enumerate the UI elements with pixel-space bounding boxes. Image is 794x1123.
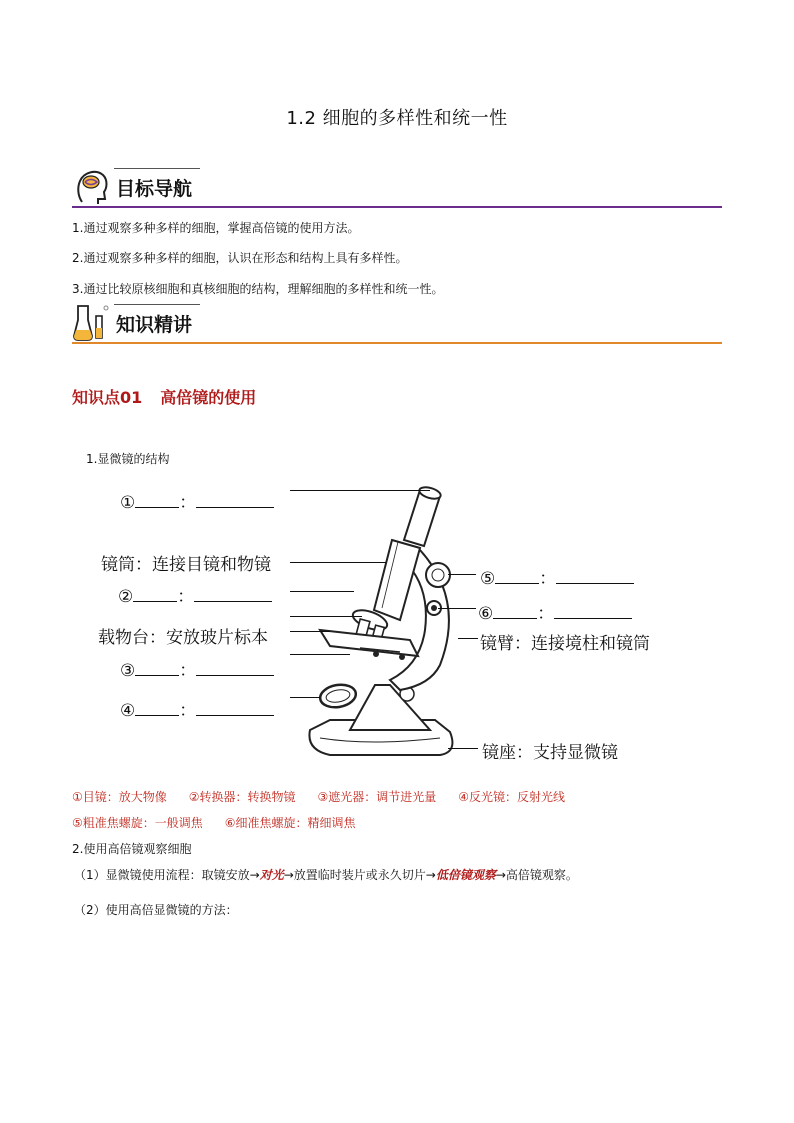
blank-5b[interactable] [556,569,634,584]
microscope-illustration [290,480,470,770]
blank-4a[interactable] [135,701,179,716]
blank-6a[interactable] [493,604,537,619]
label-slot-5 [480,564,634,589]
answer-5: ⑤粗准焦螺旋：一般调焦 [72,816,203,830]
label-slot-2 [118,582,272,607]
flow-mid: →放置临时装片或永久切片→ [283,868,436,882]
leader-line-5 [448,574,476,575]
objective-item-1: 1.通过观察多种多样的细胞，掌握高倍镜的使用方法。 [72,221,360,235]
label-slot-6 [478,599,632,624]
leader-line-3 [290,654,350,655]
leader-line-2 [290,591,354,592]
leader-line-objective [290,616,362,617]
knowledge-point-number: 知识点01 [72,388,143,407]
knowledge-point-name: 高倍镜的使用 [160,388,257,407]
colon-5: ： [539,569,557,589]
section-label-goals: 目标导航 [116,178,193,200]
objective-item-3: 3.通过比较原核细胞和真核细胞的结构，理解细胞的多样性和统一性。 [72,282,444,296]
flow-suffix: →高倍镜观察。 [495,868,578,882]
answers-row-2 [72,814,378,831]
section-header-goals [72,164,722,208]
label-arm: 镜臂：连接境柱和镜筒 [480,634,650,654]
leader-line-stage [290,631,330,632]
colon-1: ： [179,493,197,513]
blank-4b[interactable] [196,701,274,716]
leader-line-4 [290,697,320,698]
label-number-4: ④ [120,701,136,721]
subheading-microscope-structure: 1.显微镜的结构 [86,452,170,466]
header-top-line [114,168,200,169]
label-base: 镜座：支持显微镜 [482,743,618,763]
flask-icon [72,302,112,342]
header-top-line [114,304,200,305]
label-slot-3 [120,656,274,681]
leader-line-arm [458,638,478,639]
blank-1b[interactable] [196,493,274,508]
label-tube: 镜筒：连接目镜和物镜 [101,555,271,575]
label-number-1: ① [120,493,136,513]
objective-item-2: 2.通过观察多种多样的细胞，认识在形态和结构上具有多样性。 [72,251,408,265]
colon-3: ： [179,661,197,681]
usage-flow [74,866,578,883]
section-rule-goals [72,206,722,208]
leader-line-base [448,748,478,749]
subheading-high-power: 2.使用高倍镜观察细胞 [72,842,192,856]
answer-4: ④反光镜：反射光线 [458,790,566,804]
brain-head-icon [74,166,110,206]
blank-6b[interactable] [554,604,632,619]
label-number-5: ⑤ [480,569,496,589]
blank-3b[interactable] [196,661,274,676]
blank-5a[interactable] [495,569,539,584]
label-number-3: ③ [120,661,136,681]
label-number-2: ② [118,587,134,607]
blank-3a[interactable] [135,661,179,676]
answer-1: ①目镜：放大物像 [72,790,167,804]
flow-prefix: （1）显微镜使用流程：取镜安放→ [74,868,260,882]
answers-row-1 [72,788,565,805]
colon-6: ： [537,604,555,624]
blank-2a[interactable] [133,587,177,602]
leader-line-tube [290,562,386,563]
knowledge-point-heading [72,385,274,408]
section-label-knowledge: 知识精讲 [116,314,193,336]
label-number-6: ⑥ [478,604,494,624]
colon-2: ： [177,587,195,607]
answer-6: ⑥细准焦螺旋：精细调焦 [224,816,356,830]
label-stage: 载物台：安放玻片标本 [98,628,268,648]
leader-line-1 [290,490,430,491]
colon-4: ： [179,701,197,721]
blank-1a[interactable] [135,493,179,508]
section-rule-knowledge [72,342,722,344]
answer-3: ③遮光器：调节进光量 [317,790,437,804]
flow-step-light: 对光 [259,868,284,882]
flow-step-low: 低倍镜观察 [435,868,496,882]
method-heading: （2）使用高倍显微镜的方法： [74,903,238,917]
label-slot-1 [120,488,274,513]
section-header-knowledge [72,300,722,344]
answer-2: ②转换器：转换物镜 [188,790,296,804]
leader-line-6 [438,608,476,609]
blank-2b[interactable] [194,587,272,602]
page-title: 1.2 细胞的多样性和统一性 [286,108,508,129]
label-slot-4 [120,696,274,721]
